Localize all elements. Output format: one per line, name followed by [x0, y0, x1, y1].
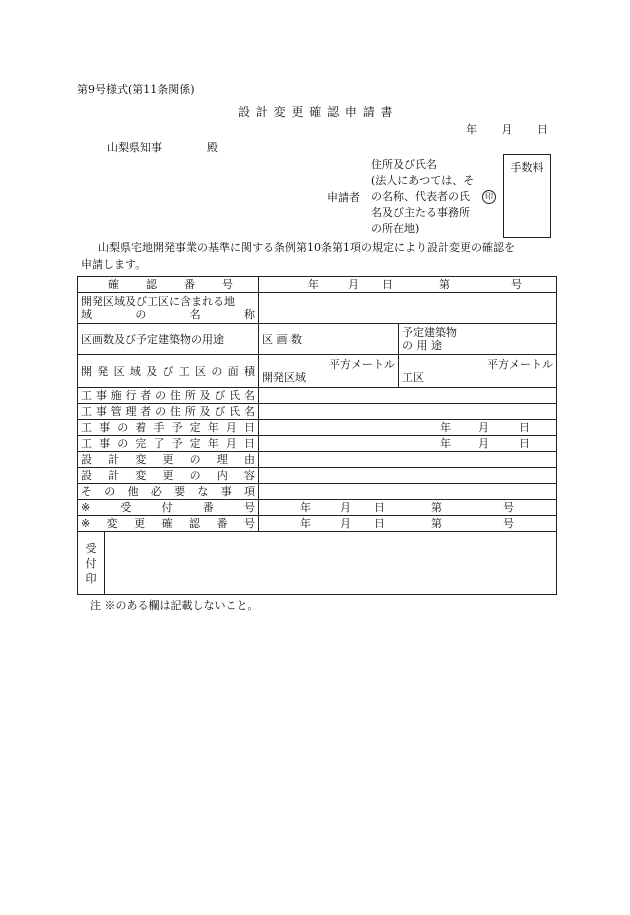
rc-dai: 第 [431, 501, 442, 514]
other-label: そ の 他 必 要 な 事 項 [78, 484, 259, 500]
stamp-label: 受 付 印 [78, 532, 105, 594]
ch-day: 日 [374, 517, 385, 530]
row-manager [78, 404, 557, 420]
row-stamp [78, 532, 557, 595]
start-date-value[interactable] [259, 420, 557, 436]
row-area-name [78, 293, 557, 324]
fee-label: 手数料 [510, 161, 544, 174]
cn-year: 年 [308, 278, 319, 291]
finish-date-value[interactable] [259, 436, 557, 452]
cn-day: 日 [382, 278, 393, 291]
use-label-1: 予定建築物 [402, 326, 457, 339]
contractor-label: 工 事 施 行 者 の 住 所 及 び 氏 名 [78, 388, 259, 404]
applicant-line: 住所及び氏名 [371, 158, 437, 171]
row-start-date [78, 420, 557, 436]
other-value[interactable] [259, 484, 557, 500]
change-number-label: ※ 変 更 確 認 番 号 [78, 516, 259, 532]
content-label: 設 計 変 更 の 内 容 [78, 468, 259, 484]
seal-mark: 印 [482, 190, 496, 204]
body-text-2: 申請します。 [81, 258, 147, 271]
row-lots [78, 324, 557, 355]
sd-day: 日 [519, 421, 530, 434]
date-line [466, 124, 548, 135]
manager-value[interactable] [259, 404, 557, 420]
applicant-label: 申請者 [327, 191, 360, 204]
row-finish-date [78, 436, 557, 452]
lots-value[interactable] [259, 324, 399, 355]
application-table [77, 276, 557, 595]
rc-day: 日 [374, 501, 385, 514]
cn-go: 号 [511, 278, 522, 291]
date-year: 年 [466, 123, 477, 136]
stamp-space[interactable] [105, 532, 556, 594]
area-unit-2: 平方メートル [487, 358, 553, 371]
fd-day: 日 [519, 437, 530, 450]
cn-month: 月 [348, 278, 359, 291]
row-other [78, 484, 557, 500]
lots-label: 区画数及び予定建築物の用途 [78, 324, 259, 355]
cn-dai: 第 [439, 278, 450, 291]
rc-month: 月 [340, 501, 351, 514]
ku-label: 工区 [402, 371, 424, 384]
receipt-value[interactable] [259, 500, 557, 516]
ch-go: 号 [503, 517, 514, 530]
contractor-value[interactable] [259, 388, 557, 404]
confirm-number-label: 確 認 番 号 [78, 277, 259, 293]
dev-area-label: 開発区域 [262, 371, 306, 384]
content-value[interactable] [259, 468, 557, 484]
applicant-line: の名称、代表者の氏 [371, 190, 470, 203]
ch-month: 月 [340, 517, 351, 530]
lots-count-label: 区 画 数 [262, 332, 302, 346]
ku-area-value[interactable] [399, 355, 557, 388]
date-month: 月 [501, 123, 513, 136]
area-name-value[interactable] [259, 293, 557, 324]
honorific: 殿 [207, 141, 218, 154]
reason-label: 設 計 変 更 の 理 由 [78, 452, 259, 468]
rc-year: 年 [300, 501, 311, 514]
use-label-2: の 用 途 [402, 339, 442, 352]
sd-year: 年 [440, 421, 451, 434]
row-reason [78, 452, 557, 468]
fee-box [503, 154, 551, 238]
row-confirm-number [78, 277, 557, 293]
manager-label: 工 事 管 理 者 の 住 所 及 び 氏 名 [78, 404, 259, 420]
reason-value[interactable] [259, 452, 557, 468]
ch-year: 年 [300, 517, 311, 530]
applicant-block [371, 157, 474, 237]
row-content [78, 468, 557, 484]
change-number-value[interactable] [259, 516, 557, 532]
ch-dai: 第 [431, 517, 442, 530]
finish-date-label: 工 事 の 完 了 予 定 年 月 日 [78, 436, 259, 452]
fd-month: 月 [478, 437, 489, 450]
fd-year: 年 [440, 437, 451, 450]
use-value[interactable] [399, 324, 557, 355]
applicant-line: 名及び主たる事務所 [371, 206, 470, 219]
stamp-area [78, 532, 557, 595]
addressee: 山梨県知事 [107, 141, 162, 154]
page-title: 設 計 変 更 確 認 申 請 書 [238, 105, 394, 119]
dev-area-value[interactable] [259, 355, 399, 388]
confirm-number-value[interactable] [259, 277, 557, 293]
receipt-label: ※ 受 付 番 号 [78, 500, 259, 516]
body-text-1: 山梨県宅地開発事業の基準に関する条例第10条第1項の規定により設計変更の確認を [98, 241, 515, 254]
applicant-line: の所在地) [371, 222, 420, 235]
applicant-line: (法人にあつては、そ [371, 174, 475, 187]
area-name-label: 開発区域及び工区に含まれる地 域 の 名 称 [78, 293, 259, 324]
row-area-size [78, 355, 557, 388]
row-receipt [78, 500, 557, 516]
footnote: 注 ※のある欄は記載しないこと。 [90, 599, 259, 612]
start-date-label: 工 事 の 着 手 予 定 年 月 日 [78, 420, 259, 436]
row-change-number [78, 516, 557, 532]
rc-go: 号 [503, 501, 514, 514]
row-contractor [78, 388, 557, 404]
sd-month: 月 [478, 421, 489, 434]
area-unit: 平方メートル [329, 358, 395, 371]
area-size-label: 開 発 区 域 及 び 工 区 の 面 積 [78, 355, 259, 388]
form-number: 第9号様式(第11条関係) [77, 83, 195, 96]
date-day: 日 [537, 123, 548, 136]
